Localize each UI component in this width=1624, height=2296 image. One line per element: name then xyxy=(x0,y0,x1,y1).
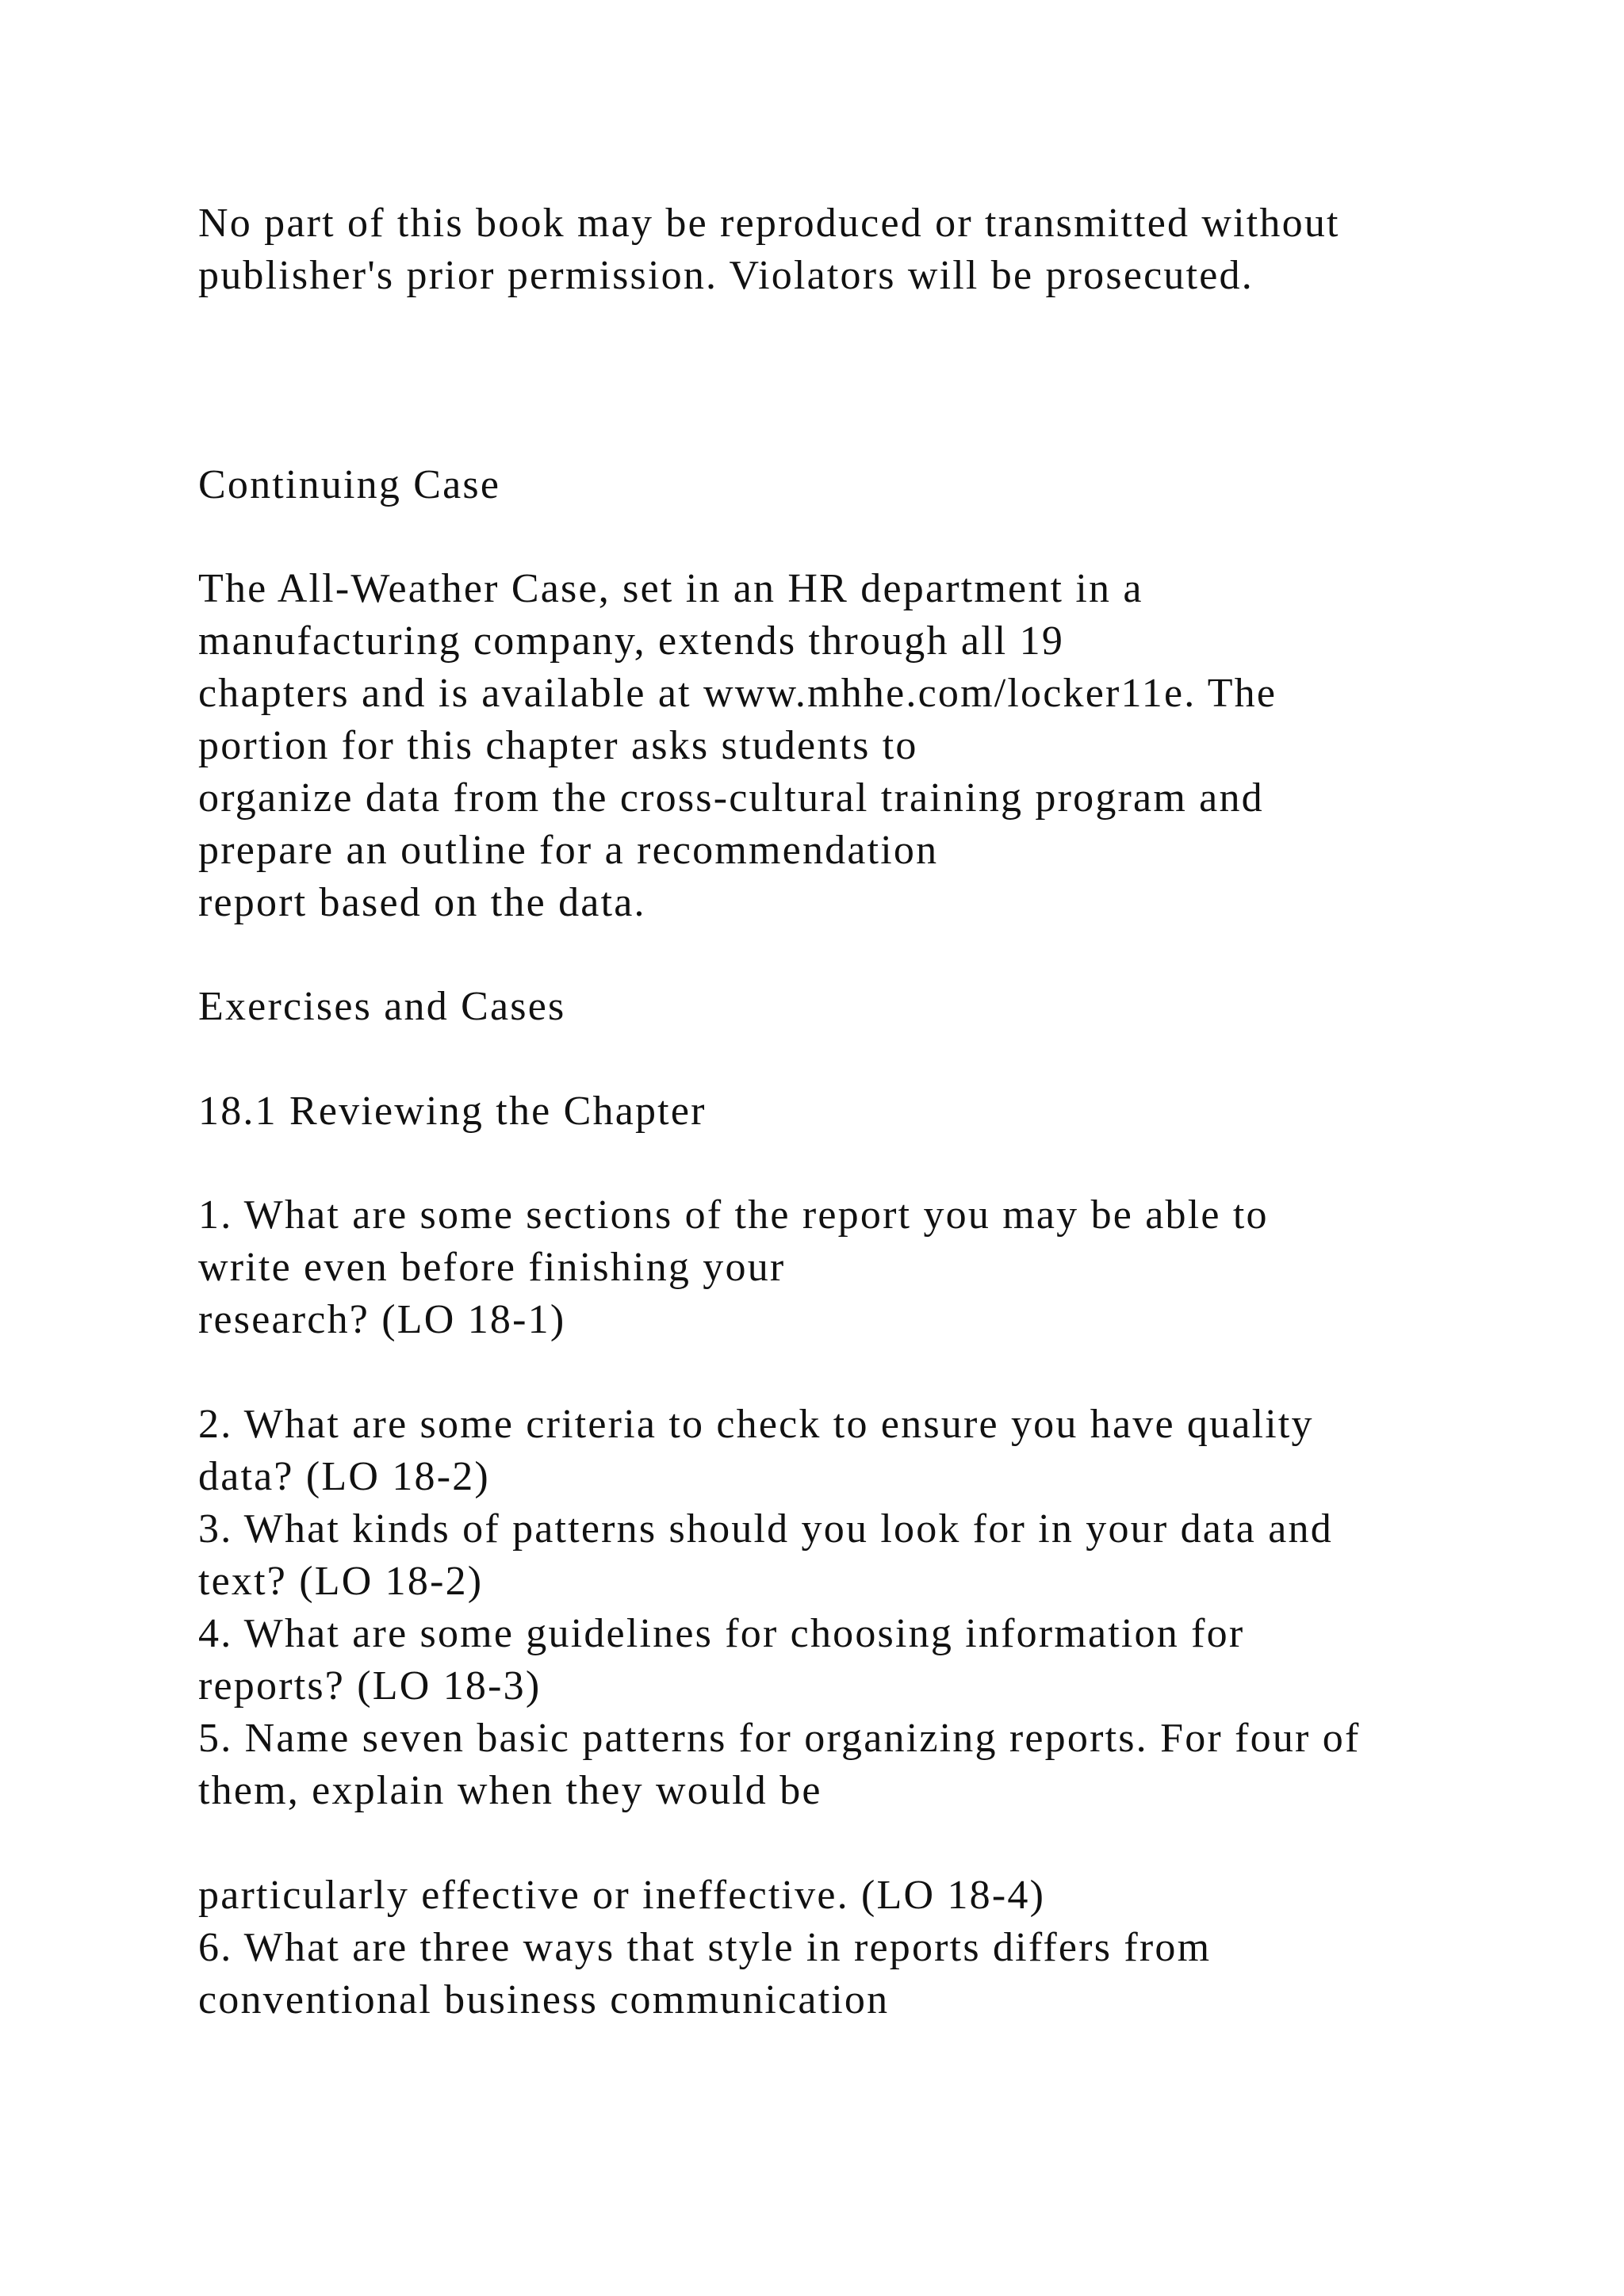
paragraph-line: portion for this chapter asks students to xyxy=(198,723,918,768)
question-line: 3. What kinds of patterns should you look for in your data and xyxy=(198,1506,1333,1552)
question-line: 4. What are some guidelines for choosing information for xyxy=(198,1611,1245,1656)
paragraph-line: prepare an outline for a recommendation xyxy=(198,828,939,873)
question-line: 2. What are some criteria to check to ensure you have quality xyxy=(198,1402,1314,1447)
section-heading-continuing-case: Continuing Case xyxy=(198,462,501,507)
question-line: 1. What are some sections of the report you may be able to xyxy=(198,1192,1269,1238)
question-line: 5. Name seven basic patterns for organizing reports. For four of xyxy=(198,1716,1361,1761)
question-line: data? (LO 18-2) xyxy=(198,1454,490,1499)
paragraph-line: report based on the data. xyxy=(198,880,646,925)
paragraph-line: organize data from the cross-cultural training program and xyxy=(198,775,1264,821)
question-line: 6. What are three ways that style in reports differs from xyxy=(198,1925,1212,1970)
question-line: research? (LO 18-1) xyxy=(198,1297,566,1342)
question-line: particularly effective or ineffective. (LO 18-4) xyxy=(198,1873,1046,1918)
copyright-notice-line-2: publisher's prior permission. Violators will be prosecuted. xyxy=(198,253,1254,298)
paragraph-line: manufacturing company, extends through all 19 xyxy=(198,618,1065,664)
question-line: text? (LO 18-2) xyxy=(198,1559,484,1604)
subsection-heading-reviewing-chapter: 18.1 Reviewing the Chapter xyxy=(198,1089,707,1134)
question-line: reports? (LO 18-3) xyxy=(198,1663,542,1709)
paragraph-line: chapters and is available at www.mhhe.com/locker11e. The xyxy=(198,671,1277,716)
copyright-notice-line-1: No part of this book may be reproduced or transmitted without xyxy=(198,201,1340,246)
question-line: conventional business communication xyxy=(198,1977,890,2022)
question-line: write even before finishing your xyxy=(198,1245,786,1290)
paragraph-line: The All-Weather Case, set in an HR department in a xyxy=(198,566,1143,611)
question-line: them, explain when they would be xyxy=(198,1768,822,1813)
section-heading-exercises: Exercises and Cases xyxy=(198,984,566,1029)
